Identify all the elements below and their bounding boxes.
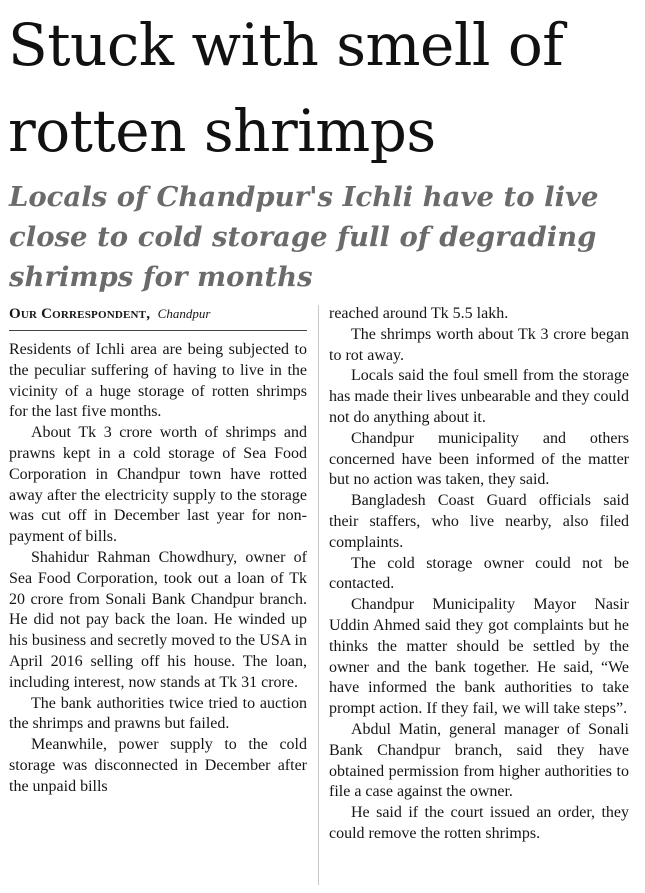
paragraph: He said if the court issued an order, they could remove the rotten shrimps. [329,804,629,842]
paragraph: Chandpur municipality and others concerned have been informed of the matter but no action was taken, they said. [329,429,629,489]
paragraph: Bangladesh Coast Guard officials said their staffers, who live nearby, also filed complaints. [329,492,629,551]
byline [9,304,307,331]
column-divider [318,305,319,885]
paragraph: Shahidur Rahman Chowdhury, owner of Sea Food Corporation, took out a loan of Tk 20 crore from Sonali Bank Chandpur branch. He did not pay back the loan. He winded up his business and secretly moved to the USA in April 2016 selling off his house. The loan, including interest, now stands at Tk 31 crore. [9,548,307,691]
byline-location: Chandpur [157,306,211,321]
paragraph: Locals said the foul smell from the storage has made their lives unbearable and they could not do anything about it. [329,367,629,426]
paragraph: reached around Tk 5.5 lakh. [329,305,509,322]
byline-author: Our Correspondent, [9,306,151,322]
paragraph: The bank authorities twice tried to auction the shrimps and prawns but failed. [9,694,307,733]
article-column-right [329,304,629,845]
paragraph: Meanwhile, power supply to the cold storage was disconnected in December after the unpaid bills [9,736,307,795]
paragraph: Residents of Ichli area are being subjected to the peculiar suffering of having to live in the vicinity of a huge storage of rotten shrimps for the last five months. [9,341,307,421]
paragraph: The cold storage owner could not be contacted. [329,554,629,593]
paragraph: The shrimps worth about Tk 3 crore began to rot away. [329,325,629,364]
paragraph: Chandpur Municipality Mayor Nasir Uddin Ahmed said they got complaints but he thinks the matter should be settled by the owner and the bank together. He said, “We have informed the bank authorities to take prompt action. If they fail, we will take steps”. [329,596,629,718]
paragraph: Abdul Matin, general manager of Sonali Bank Chandpur branch, said they have obtained permission from higher authorities to file a case against the owner. [329,720,629,801]
subheadline: Locals of Chandpur's Ichli have to live close to cold storage full of degrading shrimps for months [9,181,599,293]
article-column-left [9,304,307,798]
paragraph: About Tk 3 crore worth of shrimps and prawns kept in a cold storage of Sea Food Corporation in Chandpur town have rotted away after the electricity supply to the storage was cut off in December last year for non-payment of bills. [9,424,307,546]
headline: Stuck with smell of rotten shrimps [8,11,564,165]
